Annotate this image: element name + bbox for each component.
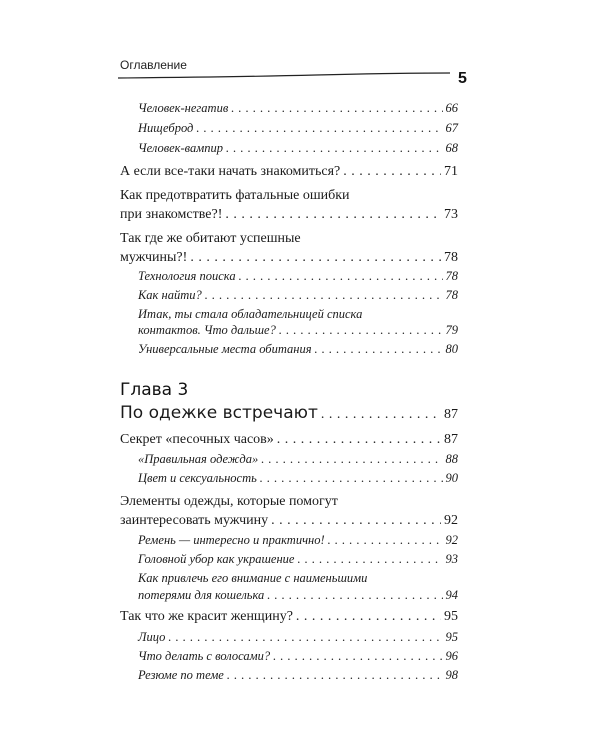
toc-entry-page: 87 bbox=[444, 432, 458, 447]
toc-entry-title: Лицо bbox=[138, 630, 166, 644]
toc-entry bbox=[120, 164, 458, 180]
dot-leader bbox=[279, 323, 443, 338]
toc-entry-page: 66 bbox=[445, 101, 458, 115]
dot-leader bbox=[277, 432, 441, 448]
header-rule bbox=[116, 68, 452, 82]
dot-leader bbox=[168, 630, 442, 645]
toc-entry-page: 95 bbox=[445, 630, 458, 644]
toc-entry-page: 95 bbox=[444, 609, 458, 624]
toc-entry-page: 87 bbox=[444, 407, 458, 422]
toc-entry-title-line1: Как привлечь его внимание с наименьшими bbox=[138, 571, 368, 585]
toc-entry bbox=[138, 630, 458, 645]
toc-entry bbox=[120, 207, 458, 223]
toc-entry bbox=[138, 552, 458, 567]
chapter-label: Глава 3 bbox=[120, 380, 189, 400]
toc-entry-page: 80 bbox=[445, 342, 458, 356]
toc-entry bbox=[120, 513, 458, 529]
toc-entry-page: 78 bbox=[445, 288, 458, 302]
toc-entry bbox=[138, 471, 458, 486]
dot-leader bbox=[225, 207, 441, 223]
toc-entry-title: Универсальные места обитания bbox=[138, 342, 312, 356]
toc-entry bbox=[138, 452, 458, 467]
dot-leader bbox=[190, 250, 441, 266]
dot-leader bbox=[296, 609, 441, 625]
toc-entry bbox=[120, 250, 458, 266]
dot-leader bbox=[239, 269, 443, 284]
running-header: Оглавление bbox=[120, 58, 187, 72]
toc-entry bbox=[138, 668, 458, 683]
toc-entry bbox=[138, 269, 458, 284]
dot-leader bbox=[231, 101, 442, 116]
toc-entry-title: Головной убор как украшение bbox=[138, 552, 295, 566]
toc-entry-title-line1: Итак, ты стала обладательницей списка bbox=[138, 307, 363, 321]
toc-entry bbox=[120, 609, 458, 625]
page-number: 5 bbox=[458, 70, 467, 87]
toc-entry-page: 73 bbox=[444, 207, 458, 222]
toc-entry bbox=[138, 588, 458, 603]
toc-entry-title-line1: Так где же обитают успешные bbox=[120, 231, 301, 246]
dot-leader bbox=[321, 407, 441, 423]
toc-entry bbox=[138, 121, 458, 136]
toc-entry-page: 92 bbox=[445, 533, 458, 547]
toc-entry bbox=[138, 342, 458, 357]
toc-entry bbox=[138, 533, 458, 548]
dot-leader bbox=[261, 452, 442, 467]
toc-entry-title-line1: Элементы одежды, которые помогут bbox=[120, 494, 338, 509]
toc-entry-page: 90 bbox=[445, 471, 458, 485]
toc-entry-title: Секрет «песочных часов» bbox=[120, 432, 274, 447]
toc-entry-page: 98 bbox=[445, 668, 458, 682]
toc-entry-title-line1: Как предотвратить фатальные ошибки bbox=[120, 188, 350, 203]
toc-entry bbox=[138, 288, 458, 303]
toc-entry-page: 71 bbox=[444, 164, 458, 179]
dot-leader bbox=[328, 533, 443, 548]
toc-entry bbox=[120, 432, 458, 448]
toc-entry-title: Человек-вампир bbox=[138, 141, 224, 155]
toc-entry-page: 67 bbox=[445, 121, 458, 135]
toc-entry-title: Технология поиска bbox=[138, 269, 236, 283]
toc-entry-title-line2: мужчины?! bbox=[120, 250, 188, 265]
toc-entry-page: 93 bbox=[445, 552, 458, 566]
dot-leader bbox=[267, 588, 442, 603]
toc-entry-title: Резюме по теме bbox=[138, 668, 224, 682]
dot-leader bbox=[226, 141, 442, 156]
toc-entry-title-line2: заинтересовать мужчину bbox=[120, 513, 269, 528]
toc-entry-title: Что делать с волосами? bbox=[138, 649, 271, 663]
dot-leader bbox=[271, 513, 441, 529]
toc-entry-title-line2: контактов. Что дальше? bbox=[138, 323, 276, 337]
toc-entry-page: 88 bbox=[445, 452, 458, 466]
toc-entry-title: Цвет и сексуальность bbox=[138, 471, 257, 485]
dot-leader bbox=[315, 342, 443, 357]
toc-entry bbox=[138, 101, 458, 116]
toc-entry-title: Как найти? bbox=[138, 288, 202, 302]
dot-leader bbox=[297, 552, 442, 567]
toc-entry-page: 68 bbox=[445, 141, 458, 155]
toc-entry bbox=[138, 323, 458, 338]
toc-entry bbox=[138, 649, 458, 664]
toc-entry-page: 79 bbox=[445, 323, 458, 337]
dot-leader bbox=[205, 288, 443, 303]
toc-entry-title-line2: при знакомстве?! bbox=[120, 207, 223, 222]
toc-entry-page: 94 bbox=[445, 588, 458, 602]
toc-entry-page: 92 bbox=[444, 513, 458, 528]
toc-entry-title: Так что же красит женщину? bbox=[120, 609, 293, 624]
toc-entry-page: 78 bbox=[444, 250, 458, 265]
dot-leader bbox=[227, 668, 443, 683]
toc-entry-page: 96 bbox=[445, 649, 458, 663]
chapter-title: По одежке встречают bbox=[120, 403, 318, 423]
toc-entry-title-line2: потерями для кошелька bbox=[138, 588, 265, 602]
chapter-title-entry bbox=[120, 403, 458, 423]
toc-entry-title: «Правильная одежда» bbox=[138, 452, 259, 466]
toc-entry-title: А если все-таки начать знакомиться? bbox=[120, 164, 341, 179]
toc-entry-page: 78 bbox=[445, 269, 458, 283]
toc-entry-title: Человек-негатив bbox=[138, 101, 229, 115]
toc-entry bbox=[138, 141, 458, 156]
toc-entry-title: Нищеброд bbox=[138, 121, 194, 135]
dot-leader bbox=[196, 121, 442, 136]
dot-leader bbox=[273, 649, 442, 664]
toc-entry-title: Ремень — интересно и практично! bbox=[138, 533, 325, 547]
dot-leader bbox=[260, 471, 443, 486]
dot-leader bbox=[343, 164, 441, 180]
